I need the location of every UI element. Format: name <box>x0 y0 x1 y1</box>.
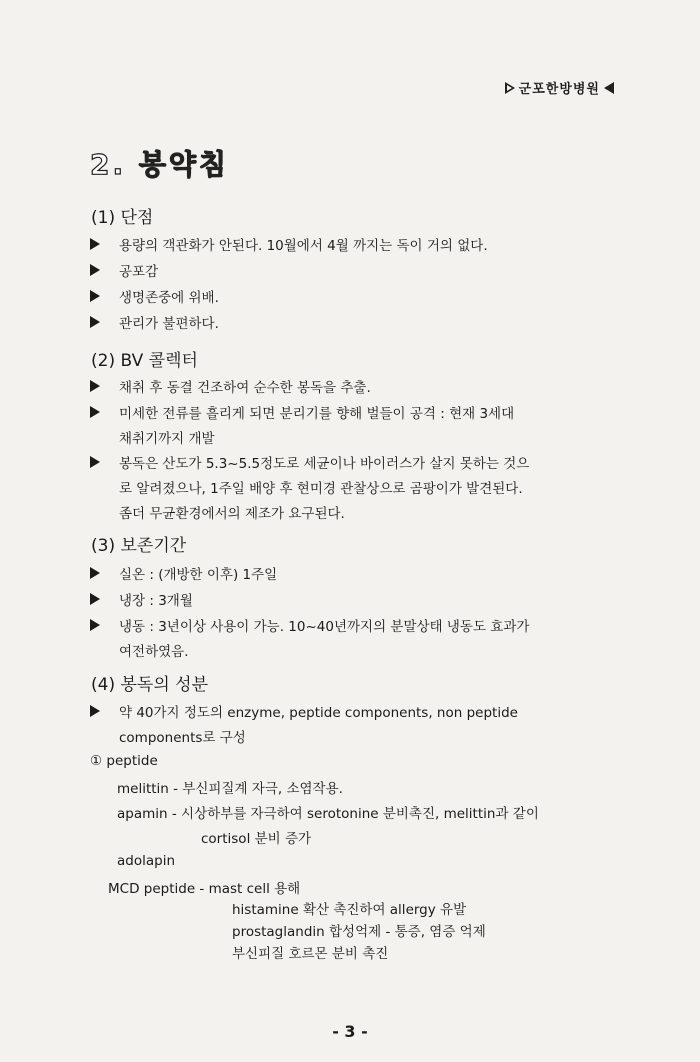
header-text: 군포한방병원 <box>518 82 600 97</box>
mcd-peptide-line: MCD peptide - mast cell 용해 <box>108 881 301 897</box>
mcd-effect-1: histamine 확산 촉진하여 allergy 유발 <box>232 902 467 918</box>
bullet-icon <box>90 619 100 631</box>
s2-item-2-line-2: 채취기까지 개발 <box>119 431 215 447</box>
section-heading-2: (2) BV 콜렉터 <box>91 351 198 371</box>
bullet-icon <box>90 238 100 250</box>
bullet-icon <box>90 567 100 579</box>
s2-item-3-line-3: 좀더 무균환경에서의 제조가 요구된다. <box>119 506 345 522</box>
peptide-heading: ① peptide <box>90 753 158 769</box>
s4-item-1-line-1: 약 40가지 정도의 enzyme, peptide components, non peptide <box>119 705 518 721</box>
section-heading-4: (4) 봉독의 성분 <box>91 675 208 695</box>
bullet-icon <box>90 380 100 392</box>
triangle-left-icon <box>604 82 614 94</box>
mcd-effect-2: prostaglandin 합성억제 - 통증, 염증 억제 <box>232 924 486 940</box>
page-title: 2. 봉약침 <box>90 148 230 181</box>
s2-item-2-line-1: 미세한 전류를 흘리게 되면 분리기를 향해 벌들이 공격 : 현재 3세대 <box>119 406 515 422</box>
s1-item-4: 관리가 불편하다. <box>119 316 219 332</box>
s1-item-1: 용량의 객관화가 안된다. 10월에서 4월 까지는 독이 거의 없다. <box>119 238 488 254</box>
section-heading-3: (3) 보존기간 <box>91 536 187 556</box>
triangle-right-icon <box>505 82 515 94</box>
apamin-line-2: cortisol 분비 증가 <box>201 831 312 847</box>
bullet-icon <box>90 290 100 302</box>
bullet-icon <box>90 316 100 328</box>
s3-item-1: 실온 : (개방한 이후) 1주일 <box>119 567 278 583</box>
s3-item-3-line-1: 냉동 : 3년이상 사용이 가능. 10~40년까지의 분말상태 냉동도 효과가 <box>119 619 530 635</box>
melittin-line: melittin - 부신피질계 자극, 소염작용. <box>117 781 343 797</box>
bullet-icon <box>90 406 100 418</box>
s2-item-3-line-2: 로 알려졌으나, 1주일 배양 후 현미경 관찰상으로 곰팡이가 발견된다. <box>119 481 523 497</box>
s3-item-2: 냉장 : 3개월 <box>119 593 193 609</box>
bullet-icon <box>90 264 100 276</box>
page-number: - 3 - <box>332 1022 368 1041</box>
s4-item-1-line-2: components로 구성 <box>119 730 246 746</box>
bullet-icon <box>90 456 100 468</box>
section-heading-1: (1) 단점 <box>91 208 154 228</box>
s2-item-1: 채취 후 동결 건조하여 순수한 봉독을 추출. <box>119 380 371 396</box>
bullet-icon <box>90 705 100 717</box>
adolapin-line: adolapin <box>117 853 176 869</box>
s3-item-3-line-2: 여전하였음. <box>119 644 189 660</box>
bullet-icon <box>90 593 100 605</box>
s1-item-2: 공포감 <box>119 264 159 280</box>
page-header <box>505 78 614 97</box>
s2-item-3-line-1: 봉독은 산도가 5.3~5.5정도로 세균이나 바이러스가 살지 못하는 것으 <box>119 456 530 472</box>
s1-item-3: 생명존중에 위배. <box>119 290 219 306</box>
apamin-line-1: apamin - 시상하부를 자극하여 serotonine 분비촉진, melittin과 같이 <box>117 806 539 822</box>
mcd-effect-3: 부신피질 호르몬 분비 촉진 <box>232 946 389 962</box>
